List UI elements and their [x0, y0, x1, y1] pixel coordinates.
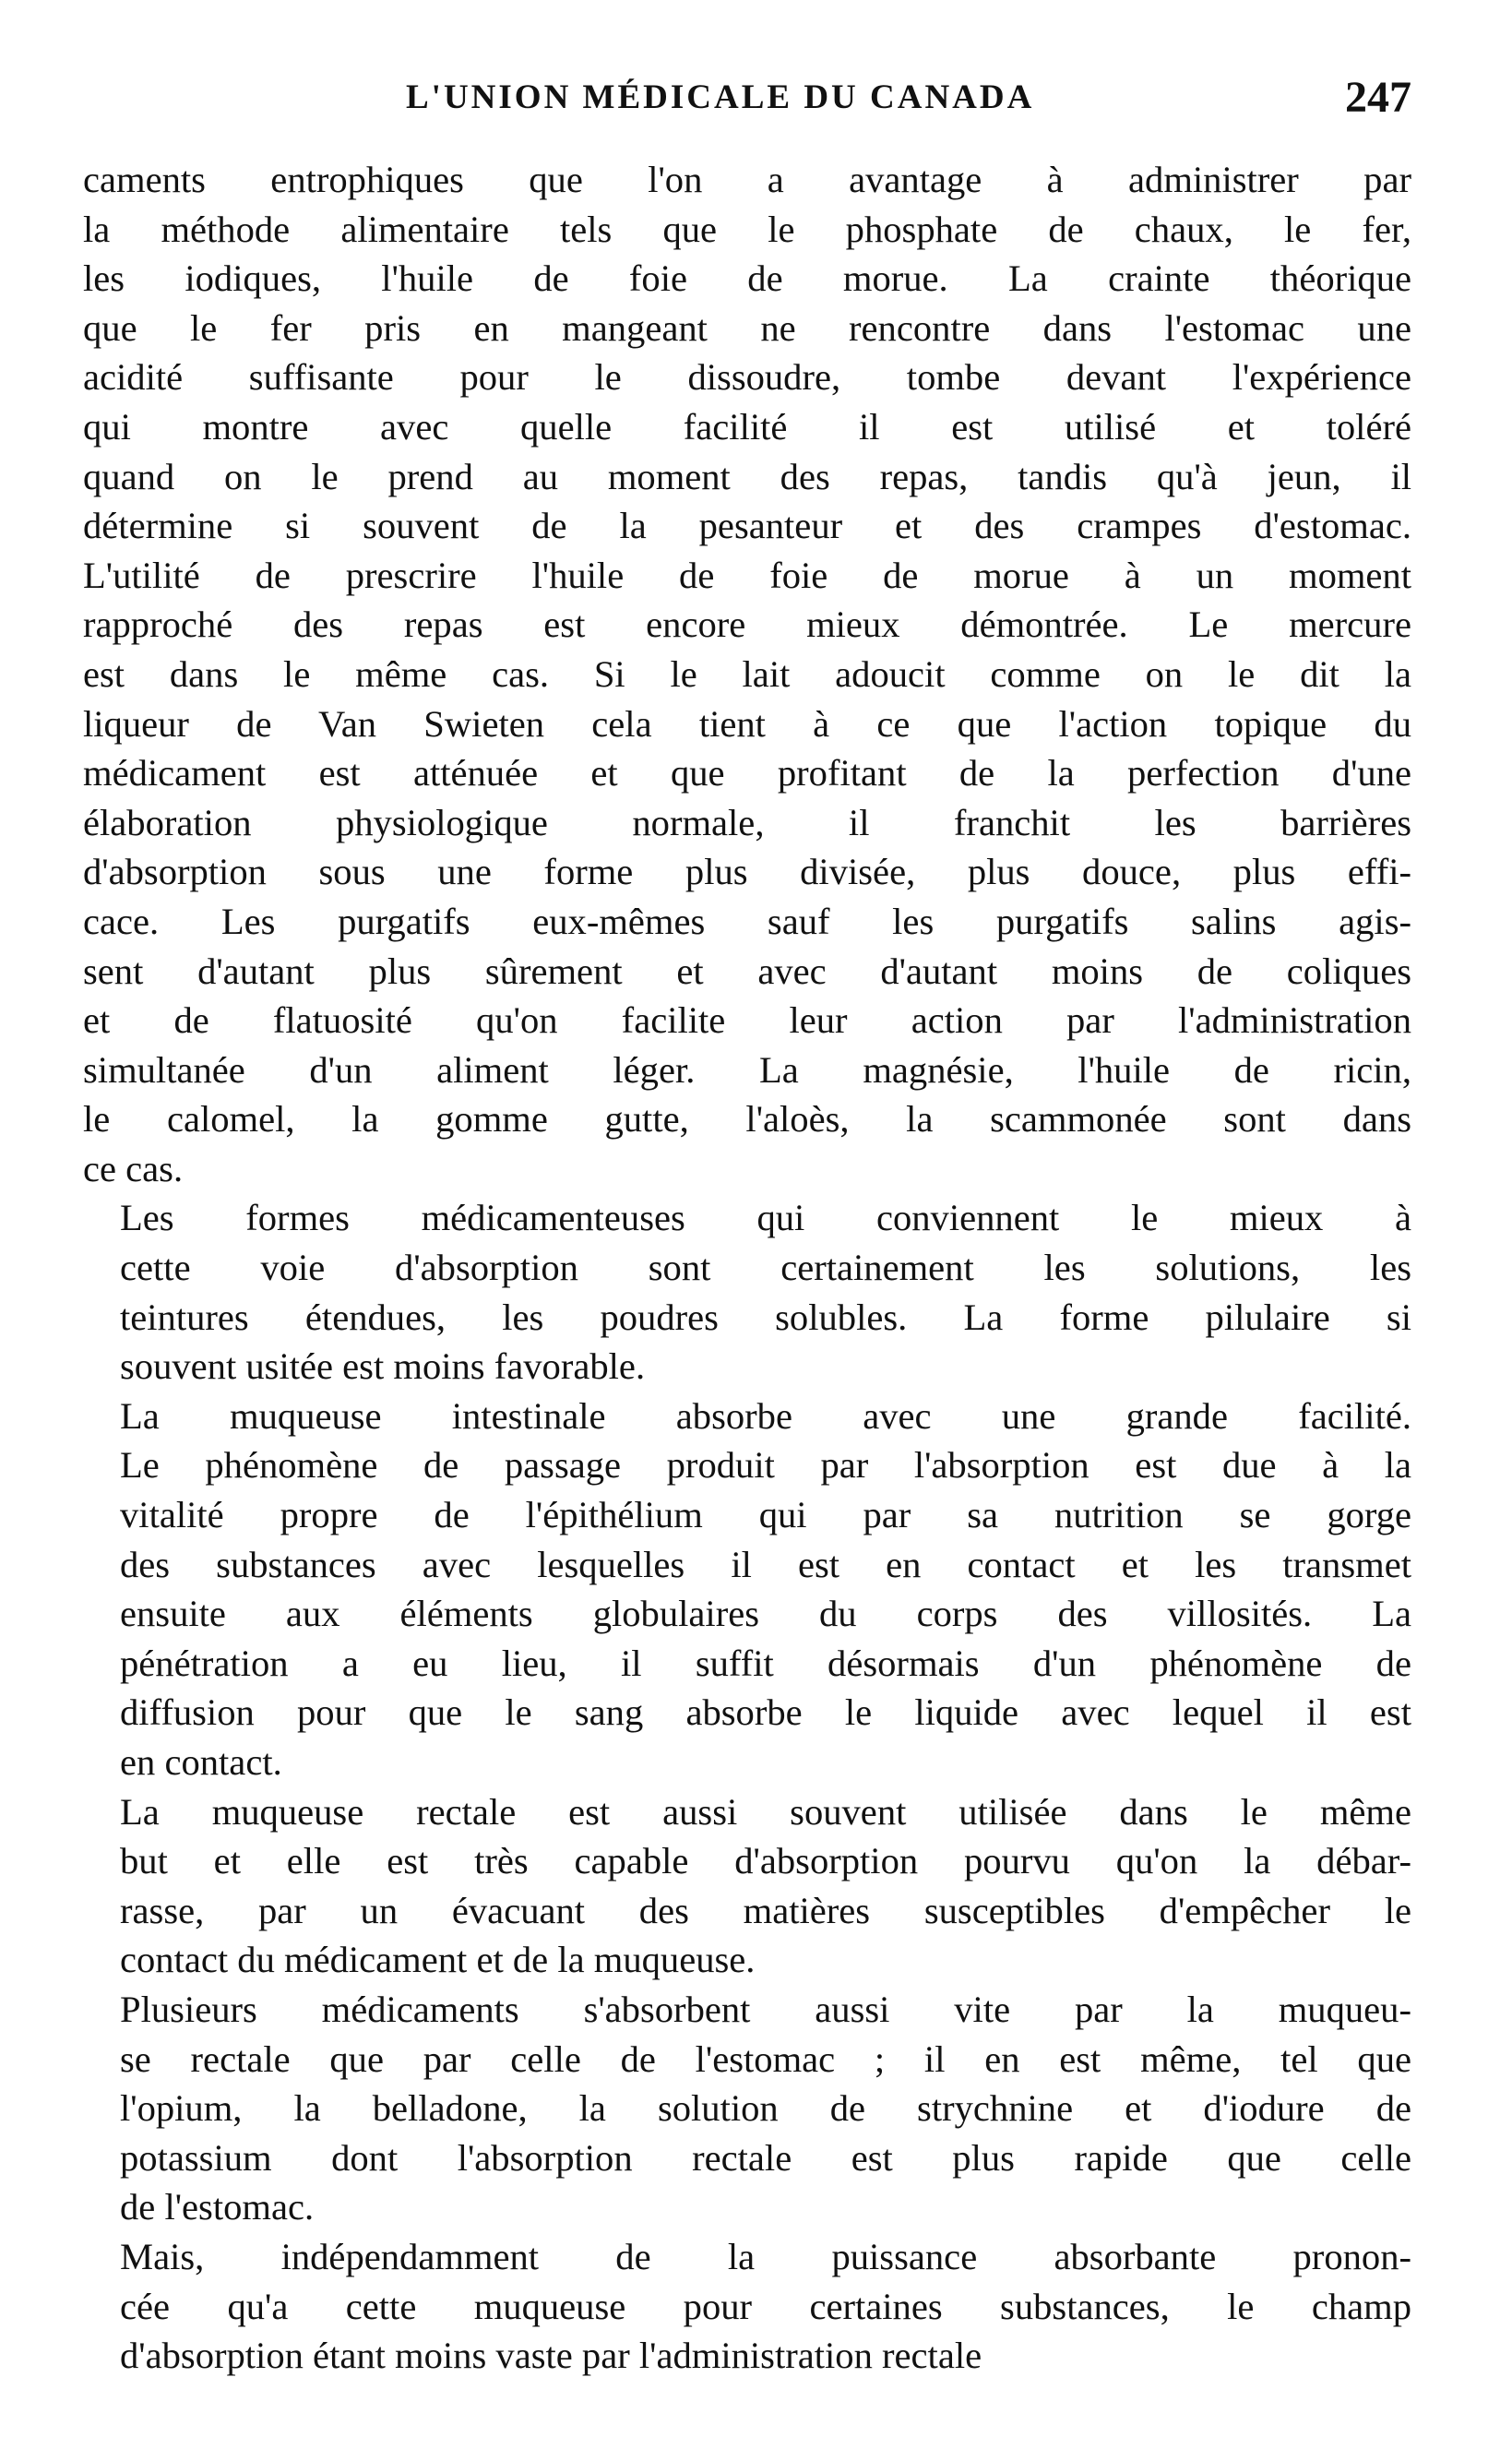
text-line: but et elle est très capable d'absorption pourvu qu'on la débar- — [120, 1840, 1411, 1882]
text-line: caments entrophiques que l'on a avantage à administrer par — [83, 159, 1411, 200]
text-line: cée qu'a cette muqueuse pour certaines substances, le champ — [120, 2285, 1411, 2327]
text-line: teintures étendues, les poudres solubles. La forme pilulaire si — [120, 1296, 1411, 1338]
paragraph — [83, 1193, 1411, 1391]
text-line: sent d'autant plus sûrement et avec d'autant moins de coliques — [83, 950, 1411, 992]
text-line: Le phénomène de passage produit par l'absorption est due à la — [120, 1444, 1411, 1487]
text-line: L'utilité de prescrire l'huile de foie de morue à un moment — [83, 554, 1411, 596]
text-line: rapproché des repas est encore mieux démontrée. Le mercure — [83, 603, 1411, 646]
text-line: potassium dont l'absorption rectale est plus rapide que celle — [120, 2136, 1411, 2179]
text-line: La muqueuse intestinale absorbe avec une grande facilité. — [120, 1394, 1411, 1437]
text-line: est dans le même cas. Si le lait adoucit comme on le dit la — [83, 652, 1411, 695]
text-line: quand on le prend au moment des repas, tandis qu'à jeun, il — [83, 455, 1411, 497]
body-text — [83, 155, 1411, 2381]
text-line: les iodiques, l'huile de foie de morue. La crainte théorique — [83, 257, 1411, 300]
text-line: liqueur de Van Swieten cela tient à ce que l'action topique du — [83, 702, 1411, 745]
text-line: le calomel, la gomme gutte, l'aloès, la scammonée sont dans — [83, 1098, 1411, 1141]
text-line: diffusion pour que le sang absorbe le liquide avec lequel il est — [120, 1691, 1411, 1734]
paragraph — [83, 155, 1411, 1193]
text-line: ensuite aux éléments globulaires du corps des villosités. La — [120, 1593, 1411, 1635]
text-line: se rectale que par celle de l'estomac ; il en est même, tel que — [120, 2037, 1411, 2080]
text-line: cace. Les purgatifs eux-mêmes sauf les purgatifs salins agis- — [83, 900, 1411, 942]
text-line: en contact. — [120, 1741, 282, 1783]
running-head — [83, 73, 1411, 133]
text-line: Plusieurs médicaments s'absorbent aussi vite par la muqueu- — [120, 1988, 1411, 2030]
text-line: médicament est atténuée et que profitant de la perfection d'une — [83, 752, 1411, 794]
text-line: détermine si souvent de la pesanteur et des crampes d'estomac. — [83, 505, 1411, 547]
text-line: acidité suffisante pour le dissoudre, tombe devant l'expérience — [83, 356, 1411, 399]
text-line: l'opium, la belladone, la solution de strychnine et d'iodure de — [120, 2087, 1411, 2130]
page-number: 247 — [1345, 73, 1411, 122]
text-line: pénétration a eu lieu, il suffit désormais d'un phénomène de — [120, 1642, 1411, 1684]
text-line: que le fer pris en mangeant ne rencontre dans l'estomac une — [83, 306, 1411, 349]
paragraph — [83, 1787, 1411, 1985]
text-line: d'absorption sous une forme plus divisée, plus douce, plus effi- — [83, 851, 1411, 893]
text-line: contact du médicament et de la muqueuse. — [120, 1939, 756, 1981]
text-line: élaboration physiologique normale, il franchit les barrières — [83, 801, 1411, 843]
text-line: d'absorption étant moins vaste par l'administration rectale — [120, 2335, 982, 2377]
text-line: qui montre avec quelle facilité il est utilisé et toléré — [83, 405, 1411, 448]
paragraph — [83, 2232, 1411, 2381]
text-line: de l'estomac. — [120, 2186, 315, 2228]
text-line: La muqueuse rectale est aussi souvent utilisée dans le même — [120, 1790, 1411, 1833]
text-line: et de flatuosité qu'on facilite leur action par l'administration — [83, 999, 1411, 1042]
text-line: Mais, indépendamment de la puissance absorbante pronon- — [120, 2235, 1411, 2277]
paragraph — [83, 1985, 1411, 2232]
text-line: souvent usitée est moins favorable. — [120, 1345, 646, 1388]
text-line: cette voie d'absorption sont certainement les solutions, les — [120, 1247, 1411, 1289]
text-line: la méthode alimentaire tels que le phosphate de chaux, le fer, — [83, 208, 1411, 250]
text-line: Les formes médicamenteuses qui conviennent le mieux à — [120, 1197, 1411, 1239]
journal-title: L'UNION MÉDICALE DU CANADA — [406, 78, 1035, 116]
text-line: des substances avec lesquelles il est en contact et les transmet — [120, 1543, 1411, 1585]
text-line: ce cas. — [83, 1147, 184, 1189]
text-line: rasse, par un évacuant des matières susceptibles d'empêcher le — [120, 1889, 1411, 1931]
paragraph — [83, 1392, 1411, 1787]
text-line: vitalité propre de l'épithélium qui par sa nutrition se gorge — [120, 1494, 1411, 1536]
text-line: simultanée d'un aliment léger. La magnésie, l'huile de ricin, — [83, 1048, 1411, 1091]
